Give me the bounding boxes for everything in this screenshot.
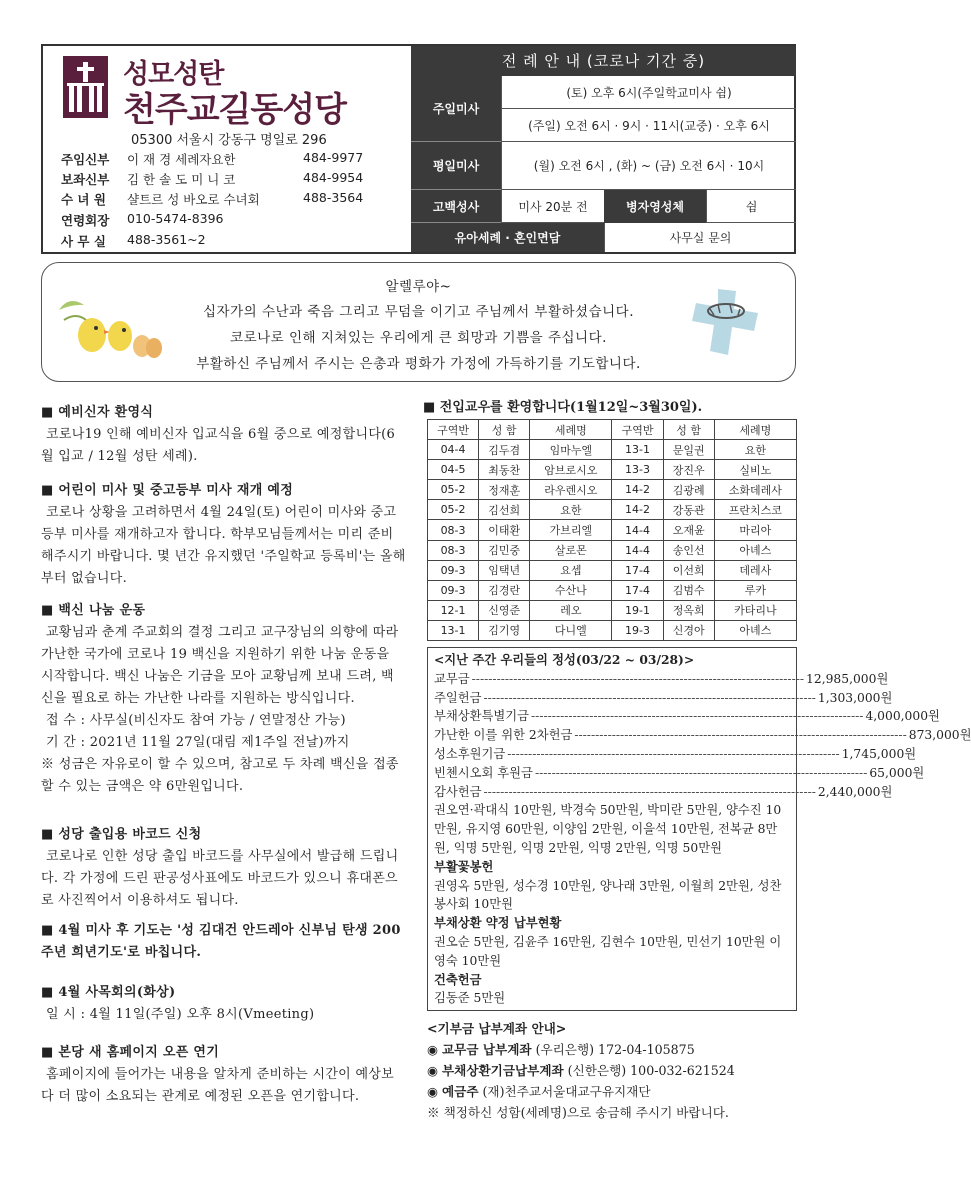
table-cell: 08-3 [428, 520, 479, 540]
staff-name: 김 한 솔 도 미 니 코 [127, 172, 236, 187]
staff-role: 사 무 실 [61, 234, 106, 249]
offering-amount: 873,000원 [908, 728, 971, 743]
account-label: 예금주 [442, 1084, 479, 1099]
leader-dashes: -------------------------------------------------------------------------------- [531, 709, 864, 724]
table-cell: 08-3 [428, 540, 479, 560]
offering-amount: 12,985,000원 [806, 671, 889, 686]
debt-title: 부채상환 약정 납부현황 [434, 915, 562, 931]
offering-amount: 2,440,000원 [817, 784, 893, 799]
table-cell: 14-2 [612, 480, 663, 500]
offering-label: 가난한 이를 위한 2차헌금 [434, 728, 573, 743]
table-cell: 김선희 [479, 500, 530, 520]
notice-body: 코로나19 인해 예비신자 입교식을 6월 중으로 예정합니다(6월 입교 / 12월 성탄 세례). [41, 427, 396, 464]
table-cell: 09-3 [428, 580, 479, 600]
account-row [427, 1060, 797, 1081]
table-cell: 프란치스코 [714, 500, 796, 520]
offering-label: 빈첸시오회 후원금 [434, 765, 533, 780]
table-cell: 12-1 [428, 600, 479, 620]
offering-amount: 65,000원 [869, 765, 925, 780]
table-cell: 오재윤 [663, 520, 714, 540]
notice-title: ■ 어린이 미사 및 중고등부 미사 재개 예정 [41, 483, 294, 498]
weekday-mass-label: 평일미사 [411, 142, 501, 190]
account-info [427, 1018, 797, 1123]
notice-body: 코로나로 인한 성당 출입 바코드를 사무실에서 발급해 드립니다. 각 가정에 드린 판공성사표에도 바코드가 있으니 휴대폰으로 사진찍어서 이용하셔도 됩니다. [41, 849, 399, 908]
table-cell: 레오 [530, 600, 612, 620]
table-cell: 이태환 [479, 520, 530, 540]
staff-role: 수 녀 원 [61, 192, 106, 207]
offering-row [434, 689, 893, 708]
sunday-mass-line1: (토) 오후 6시(주일학교미사 쉼) [501, 76, 796, 109]
mass-schedule-title: 전 례 안 내 (코로나 기간 중) [411, 46, 796, 76]
easter-flower-text: 권영옥 5만원, 성수경 10만원, 양나래 3만원, 이월희 2만원, 성찬봉사회 10만원 [434, 878, 782, 912]
table-cell: 강동관 [663, 500, 714, 520]
account-note: ※ 책정하신 성함(세례명)으로 송금해 주시기 바랍니다. [427, 1105, 729, 1120]
account-row [427, 1081, 797, 1102]
table-cell: 정재훈 [479, 480, 530, 500]
notice-title: ■ 예비신자 환영식 [41, 405, 154, 420]
table-header-cell: 세례명 [530, 420, 612, 440]
notice-title: ■ 백신 나눔 운동 [41, 603, 146, 618]
table-cell: 김기영 [479, 620, 530, 640]
staff-role: 주임신부 [61, 152, 110, 167]
offering-box [427, 647, 971, 1011]
table-cell: 김두겸 [479, 440, 530, 460]
table-header-cell: 구역반 [612, 420, 663, 440]
notice-body: 일 시 : 4월 11일(주일) 오후 8시(Vmeeting) [46, 1007, 315, 1022]
offering-row [434, 764, 925, 783]
debt-text: 권오순 5만원, 김윤주 16만원, 김현수 10만원, 민선기 10만원 이영숙 10만원 [434, 934, 782, 968]
notice-children-mass [41, 480, 406, 590]
parish-address: 05300 서울시 강동구 명일로 296 [131, 133, 327, 148]
table-cell: 김경란 [479, 580, 530, 600]
leader-dashes: -------------------------------------------------------------------------------- [534, 765, 868, 780]
table-cell: 05-2 [428, 480, 479, 500]
staff-role: 보좌신부 [61, 172, 110, 187]
leader-dashes: -------------------------------------------------------------------------------- [483, 690, 816, 705]
table-cell: 마리아 [714, 520, 796, 540]
greeting-line1: 알렐루야~ [385, 279, 452, 295]
church-logo-icon [63, 56, 108, 118]
notice-line: 기 간 : 2021년 11월 27일(대림 제1주일 전날)까지 [46, 735, 350, 750]
table-row [428, 600, 797, 620]
table-cell: 13-3 [612, 460, 663, 480]
table-row [428, 580, 797, 600]
table-cell: 송인선 [663, 540, 714, 560]
offering-label: 부채상환특별기금 [434, 709, 530, 724]
staff-phone: 488-3564 [303, 190, 364, 205]
table-cell: 다니엘 [530, 620, 612, 640]
table-cell: 가브리엘 [530, 520, 612, 540]
sick-communion-label: 병자영성체 [604, 190, 706, 223]
offering-row [434, 707, 940, 726]
table-cell: 정옥희 [663, 600, 714, 620]
table-row [428, 560, 797, 580]
staff-name: 이 재 경 세례자요한 [127, 152, 236, 167]
notice-title: ■ 성당 출입용 바코드 신청 [41, 827, 202, 842]
table-cell: 라우렌시오 [530, 480, 612, 500]
table-cell: 김광례 [663, 480, 714, 500]
table-cell: 신영준 [479, 600, 530, 620]
bullet-icon: ◉ [427, 1042, 442, 1057]
table-cell: 09-3 [428, 560, 479, 580]
notice-line: 접 수 : 사무실(비신자도 참여 가능 / 연말정산 가능) [46, 713, 346, 728]
account-number: (신한은행) 100-032-621524 [567, 1063, 735, 1078]
offering-row [434, 745, 917, 764]
table-cell: 데레사 [714, 560, 796, 580]
table-cell: 17-4 [612, 580, 663, 600]
table-cell: 최동찬 [479, 460, 530, 480]
table-cell: 장진우 [663, 460, 714, 480]
account-label: 교무금 납부계좌 [442, 1042, 532, 1057]
table-header-cell: 구역반 [428, 420, 479, 440]
table-row [428, 540, 797, 560]
table-cell: 임마누엘 [530, 440, 612, 460]
table-cell: 수산나 [530, 580, 612, 600]
table-cell: 소화데레사 [714, 480, 796, 500]
leader-dashes: -------------------------------------------------------------------------------- [507, 746, 840, 761]
staff-role: 연령회장 [61, 213, 110, 228]
table-cell: 13-1 [612, 440, 663, 460]
leader-dashes: -------------------------------------------------------------------------------- [574, 728, 907, 743]
notice-title: ■ 본당 새 홈페이지 오픈 연기 [41, 1045, 220, 1060]
table-cell: 문일권 [663, 440, 714, 460]
offering-label: 감사헌금 [434, 784, 482, 799]
account-number: (우리은행) 172-04-105875 [535, 1042, 695, 1057]
table-row [428, 460, 797, 480]
notice-vaccine [41, 600, 406, 798]
building-text: 김동준 5만원 [434, 991, 506, 1006]
staff-name: 샬트르 성 바오로 수녀회 [127, 192, 260, 207]
table-cell: 아녜스 [714, 540, 796, 560]
table-cell: 살로몬 [530, 540, 612, 560]
offering-title: <지난 주간 우리들의 정성(03/22 ~ 03/28)> [434, 652, 695, 667]
notice-catechumen [41, 402, 406, 468]
easter-flower-title: 부활꽃봉헌 [434, 858, 494, 874]
table-cell: 아녜스 [714, 620, 796, 640]
table-cell: 이선희 [663, 560, 714, 580]
notice-barcode [41, 824, 406, 912]
bullet-icon: ◉ [427, 1063, 442, 1078]
table-cell: 14-4 [612, 540, 663, 560]
confession-label: 고백성사 [411, 190, 501, 223]
transfer-table [427, 419, 797, 641]
notice-body: 교황님과 춘계 주교회의 결정 그리고 교구장님의 의향에 따라 가난한 국가에 코로나 19 백신을 지원하기 위한 나눔 운동을 시작합니다. 백신 나눔은 기금을 모아 교황님께 보내 드려, 백신을 필요로 하는 가난한 나라를 지원하는 방식입니다. [41, 625, 399, 706]
logo-title-line2: 천주교길동성당 [123, 90, 346, 130]
table-row [428, 500, 797, 520]
table-row [428, 520, 797, 540]
sunday-mass-line2: (주일) 오전 6시 · 9시 · 11시(교중) · 오후 6시 [501, 109, 796, 142]
chicks-eggs-icon [54, 290, 164, 360]
table-header-row [428, 420, 797, 440]
bullet-icon: ◉ [427, 1084, 442, 1099]
confession-text: 미사 20분 전 [501, 190, 604, 223]
table-cell: 요셉 [530, 560, 612, 580]
notice-homepage [41, 1042, 406, 1108]
table-cell: 실비노 [714, 460, 796, 480]
cross-crown-icon [688, 287, 763, 357]
table-header-cell: 세례명 [714, 420, 796, 440]
offering-amount: 1,303,000원 [817, 690, 893, 705]
staff-name: 488-3561~2 [127, 232, 206, 247]
table-cell: 암브로시오 [530, 460, 612, 480]
transfer-title: ■ 전입교우를 환영합니다(1월12일~3월30일). [423, 400, 703, 415]
table-cell: 19-3 [612, 620, 663, 640]
logo-title-line1: 성모성탄 [123, 59, 224, 90]
table-row [428, 440, 797, 460]
table-cell: 요한 [530, 500, 612, 520]
staff-phone: 484-9954 [303, 170, 364, 185]
sick-communion-text: 쉼 [706, 190, 796, 223]
table-header-cell: 성 함 [663, 420, 714, 440]
table-cell: 카타리나 [714, 600, 796, 620]
account-label: 부채상환기금납부계좌 [442, 1063, 564, 1078]
table-cell: 19-1 [612, 600, 663, 620]
table-cell: 14-2 [612, 500, 663, 520]
offering-row [434, 670, 889, 689]
staff-phone: 484-9977 [303, 150, 364, 165]
header-box [41, 44, 796, 254]
greeting-line3: 코로나로 인해 지쳐있는 우리에게 큰 희망과 기쁨을 주십니다. [230, 330, 607, 346]
table-body [428, 440, 797, 641]
table-cell: 13-1 [428, 620, 479, 640]
notice-title: ■ 4월 사목회의(화상) [41, 985, 176, 1000]
offering-list [434, 670, 971, 802]
table-cell: 신경아 [663, 620, 714, 640]
offering-label: 교무금 [434, 671, 470, 686]
table-cell: 요한 [714, 440, 796, 460]
table-cell: 14-4 [612, 520, 663, 540]
notice-body: 코로나 상황을 고려하면서 4월 24일(토) 어린이 미사와 중고등부 미사를 재개하고자 합니다. 학부모님들께서는 미리 준비해주시기 바랍니다. 몇 년간 유지했던 '주일학교 등록비'는 올해부터 없습니다. [41, 505, 406, 586]
table-cell: 임택년 [479, 560, 530, 580]
table-header-cell: 성 함 [479, 420, 530, 440]
notice-body: 홈페이지에 들어가는 내용을 알차게 준비하는 시간이 예상보다 더 많이 소요되는 관계로 예정된 오픈을 연기합니다. [41, 1067, 395, 1104]
offering-row [434, 783, 893, 802]
thanks-text: 권오연·곽대식 10만원, 박경숙 50만원, 박미란 5만원, 양수진 10만원, 유지영 60만원, 이양임 2만원, 이을석 10만원, 전복균 8만원, 익명 5만원, 익명 2만원, 익명 2만원, 익명 50만원 [434, 803, 782, 855]
offering-amount: 4,000,000원 [865, 709, 940, 724]
table-cell: 루카 [714, 580, 796, 600]
account-row [427, 1039, 797, 1060]
table-row [428, 480, 797, 500]
staff-name: 010-5474-8396 [127, 211, 224, 226]
table-cell: 04-4 [428, 440, 479, 460]
offering-amount: 1,745,000원 [841, 746, 917, 761]
account-title: <기부금 납부계좌 안내> [427, 1021, 567, 1036]
greeting-line2: 십자가의 수난과 죽음 그리고 무덤을 이기고 주님께서 부활하셨습니다. [202, 304, 635, 320]
weekday-mass-text: (월) 오전 6시 , (화) ~ (금) 오전 6시 · 10시 [501, 142, 796, 190]
baptism-text: 사무실 문의 [604, 223, 796, 252]
table-cell: 05-2 [428, 500, 479, 520]
notice-prayer [41, 920, 406, 964]
account-holder: (재)천주교서울대교구유지재단 [482, 1084, 651, 1099]
table-cell: 김민중 [479, 540, 530, 560]
offering-label: 성소후원기금 [434, 746, 506, 761]
building-title: 건축헌금 [434, 971, 482, 987]
leader-dashes: -------------------------------------------------------------------------------- [471, 671, 805, 686]
table-cell: 04-5 [428, 460, 479, 480]
baptism-label: 유아세례 · 혼인면담 [411, 223, 604, 252]
table-row [428, 620, 797, 640]
mass-schedule [411, 46, 798, 252]
notice-meeting [41, 982, 406, 1026]
table-cell: 17-4 [612, 560, 663, 580]
greeting-line4: 부활하신 주님께서 주시는 은총과 평화가 가정에 가득하기를 기도합니다. [196, 356, 641, 372]
leader-dashes: -------------------------------------------------------------------------------- [483, 784, 816, 799]
offering-label: 주일헌금 [434, 690, 482, 705]
offering-row [434, 726, 971, 745]
notice-line: ※ 성금은 자유로이 할 수 있으며, 참고로 두 차례 백신을 접종할 수 있는 금액은 약 6만원입니다. [41, 757, 399, 794]
table-cell: 김범수 [663, 580, 714, 600]
parish-info [43, 46, 411, 252]
notice-title: ■ 4월 미사 후 기도는 '성 김대건 안드레아 신부님 탄생 200주년 희년기도'로 바칩니다. [41, 923, 401, 960]
sunday-mass-label: 주일미사 [411, 76, 501, 142]
